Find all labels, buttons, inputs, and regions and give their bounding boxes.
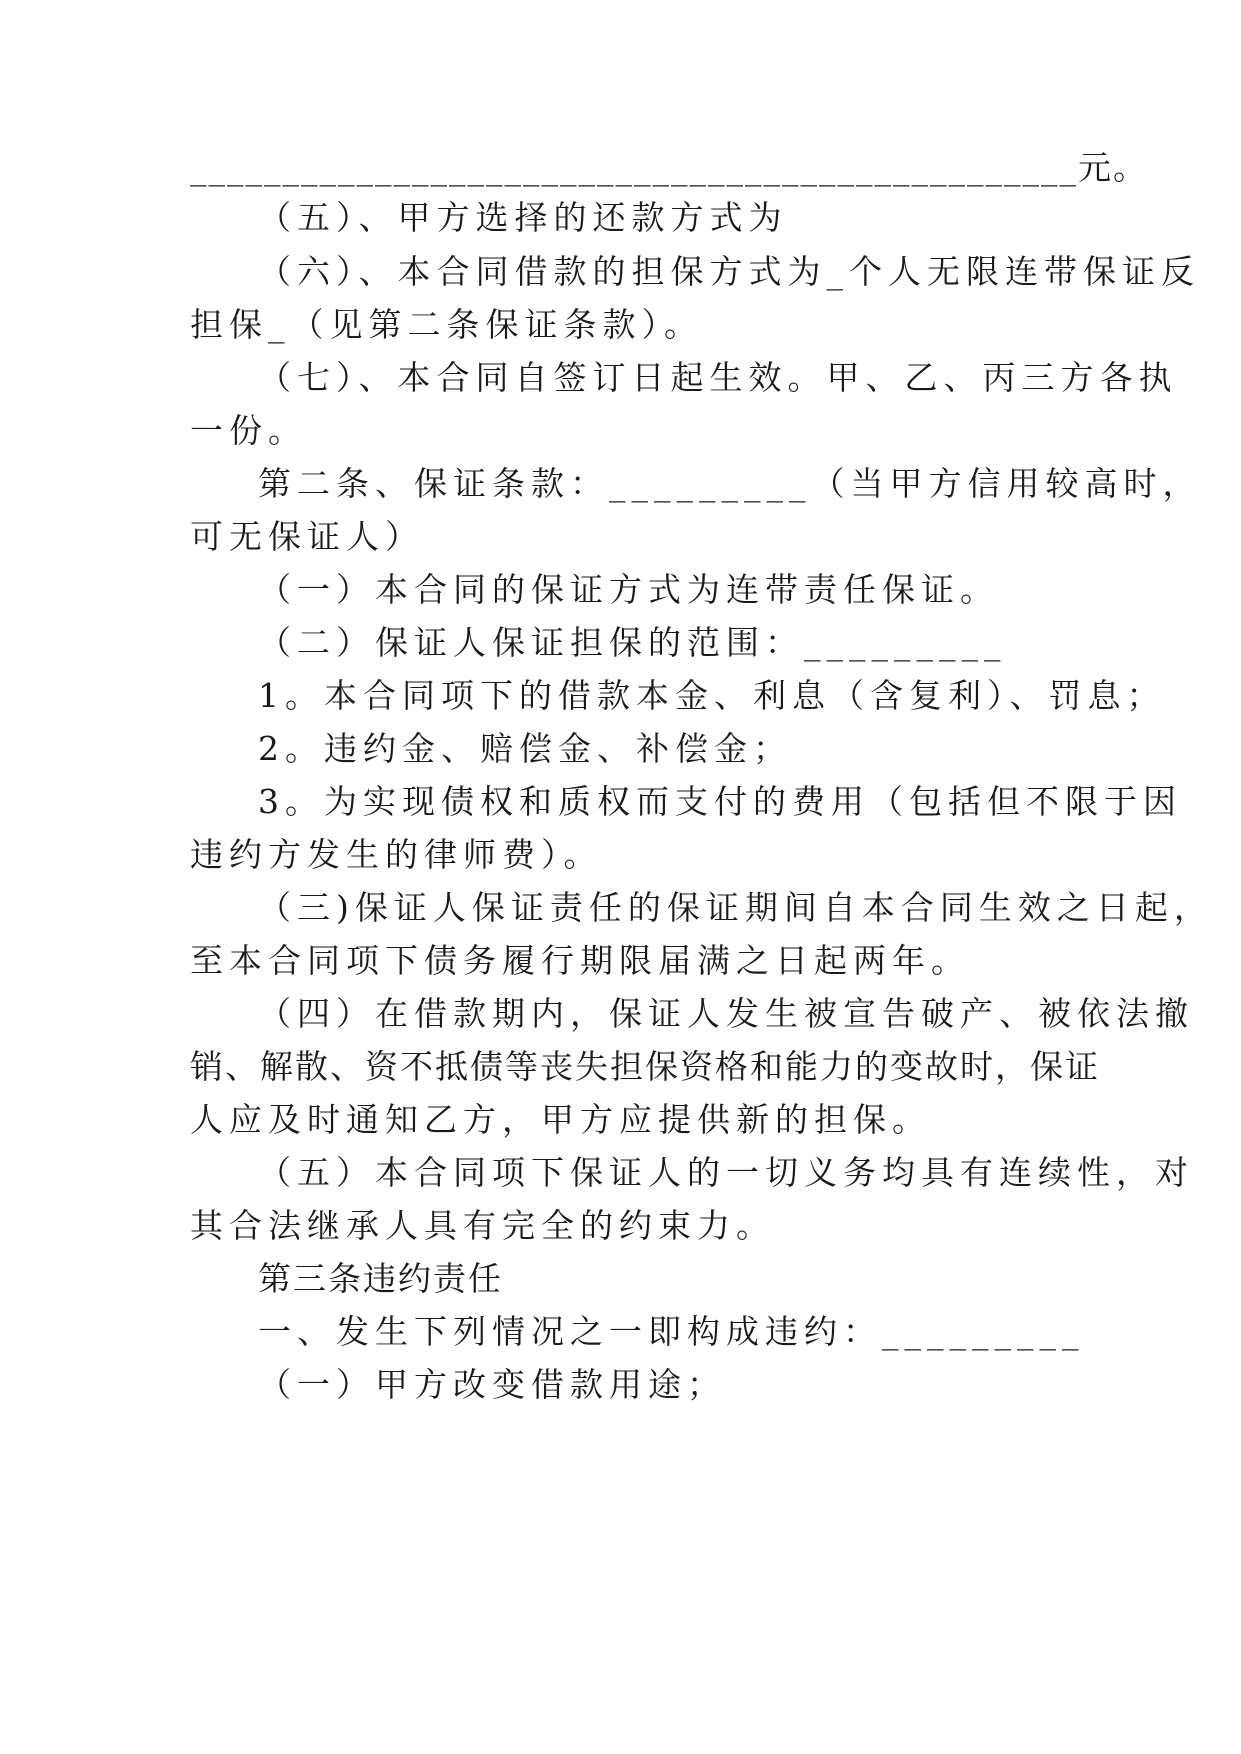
clause-2-2-item-3-line-2: 违约方发生的律师费）。 xyxy=(190,835,603,874)
clause-2-5-line-2: 其合法继承人具有完全的约束力。 xyxy=(190,1206,775,1245)
clause-2-2-item-2: 2。违约金、赔偿金、补偿金； xyxy=(258,729,792,768)
clause-2-2: （二）保证人保证担保的范围：_________ xyxy=(258,623,1007,662)
article-3-heading: 第三条违约责任 xyxy=(258,1259,503,1298)
clause-2-3-line-1: （三)保证人保证责任的保证期间自本合同生效之日起， xyxy=(258,888,1213,927)
clause-2-2-item-1: 1。本合同项下的借款本金、利息（含复利）、罚息； xyxy=(258,676,1166,715)
article-2-heading-line-1: 第二条、保证条款：_________（当甲方信用较高时， xyxy=(258,464,1202,503)
clause-3-1-item-1: （一）甲方改变借款用途； xyxy=(258,1365,726,1404)
clause-3-1: 一、发生下列情况之一即构成违约：_________ xyxy=(258,1312,1085,1351)
clause-2-1: （一）本合同的保证方式为连带责任保证。 xyxy=(258,570,999,609)
clause-1-6-guarantee-line-2: 担保_（见第二条保证条款）。 xyxy=(190,305,703,344)
clause-1-7-effective-line-1: （七）、本合同自签订日起生效。甲、乙、丙三方各执 xyxy=(258,358,1178,397)
clause-1-7-effective-line-2: 一份。 xyxy=(190,411,307,450)
clause-1-6-guarantee-line-1: （六）、本合同借款的担保方式为_个人无限连带保证反 xyxy=(258,252,1200,291)
clause-1-5-repayment: （五）、甲方选择的还款方式为 xyxy=(258,198,788,237)
clause-2-4-line-3: 人应及时通知乙方，甲方应提供新的担保。 xyxy=(190,1100,931,1139)
amount-line: ________________________________________________元。 xyxy=(190,148,1148,187)
clause-2-4-line-2: 销、解散、资不抵债等丧失担保资格和能力的变故时，保证 xyxy=(190,1047,1100,1086)
clause-2-5-line-1: （五）本合同项下保证人的一切义务均具有连续性，对 xyxy=(258,1153,1194,1192)
clause-2-4-line-1: （四）在借款期内，保证人发生被宣告破产、被依法撤 xyxy=(258,994,1194,1033)
clause-2-3-line-2: 至本合同项下债务履行期限届满之日起两年。 xyxy=(190,941,970,980)
article-2-heading-line-2: 可无保证人） xyxy=(190,517,424,556)
clause-2-2-item-3-line-1: 3。为实现债权和质权而支付的费用（包括但不限于因 xyxy=(258,782,1182,821)
